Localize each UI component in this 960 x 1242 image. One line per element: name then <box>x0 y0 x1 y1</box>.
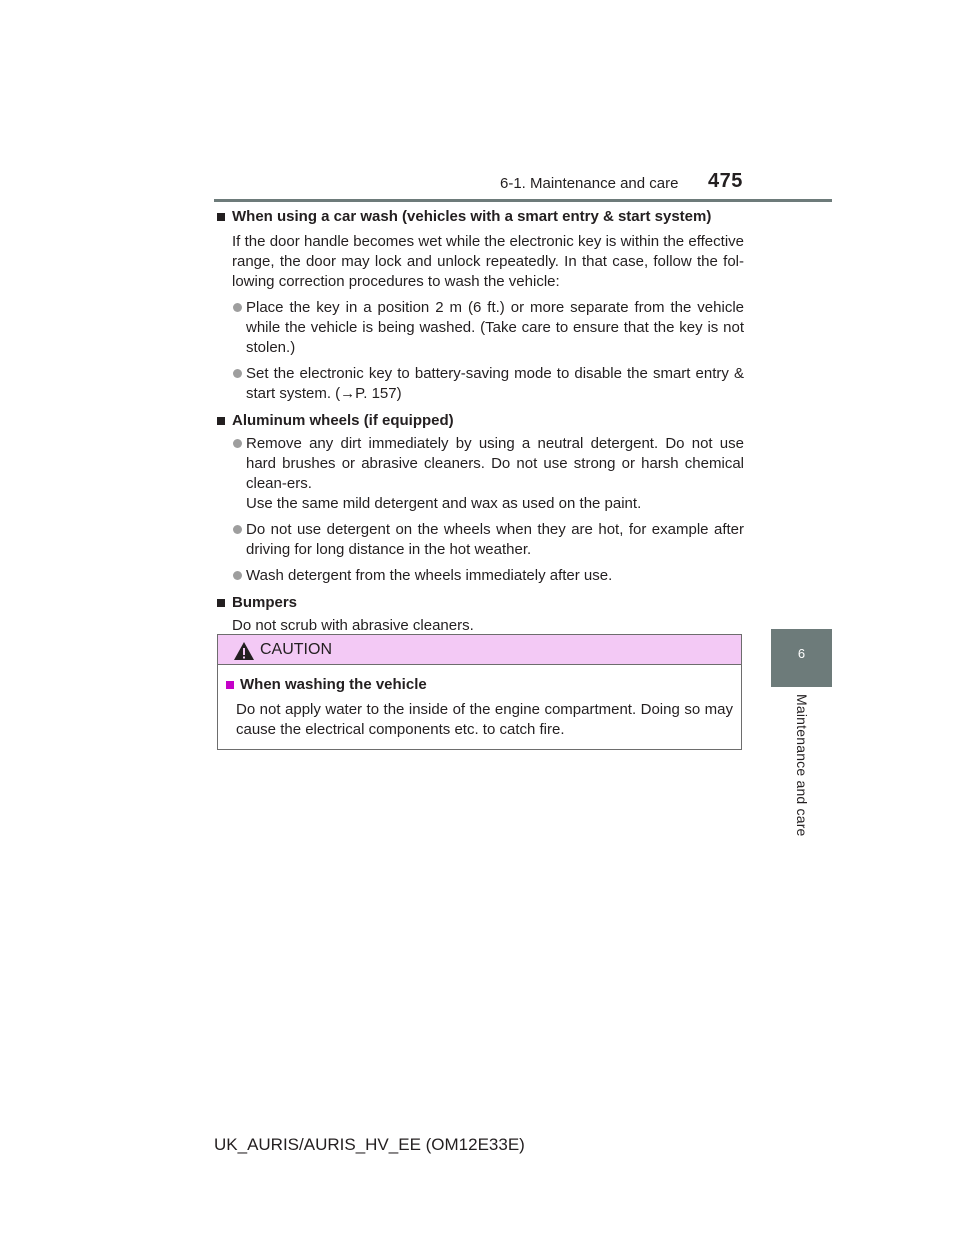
round-bullet-icon <box>233 303 242 312</box>
round-bullet-icon <box>233 439 242 448</box>
square-bullet-icon <box>217 417 225 425</box>
list-item: Set the electronic key to battery-saving mode to disable the smart entry & start system. (→P. 157) <box>214 364 744 404</box>
magenta-square-bullet-icon <box>226 681 234 689</box>
section-heading: Bumpers <box>214 593 744 613</box>
list-item: Wash detergent from the wheels immediately after use. <box>214 566 744 586</box>
list-item: Place the key in a position 2 m (6 ft.) or more separate from the vehicle while the vehicle is being washed. (Take care to ensure that the key is not stolen.) <box>214 298 744 358</box>
square-bullet-icon <box>217 213 225 221</box>
caution-header <box>218 635 741 665</box>
caution-box <box>217 634 742 750</box>
section-heading: When using a car wash (vehicles with a smart entry & start system) <box>214 207 744 227</box>
section-paragraph: If the door handle becomes wet while the electronic key is within the effective range, the door may lock and unlock repeatedly. In that case, follow the fol-lowing correction procedures to wash the vehicle: <box>232 233 744 290</box>
list-item: Remove any dirt immediately by using a neutral detergent. Do not use hard brushes or abrasive cleaners. Do not use strong or harsh chemical clean-ers. Use the same mild detergent and wax as used on the paint. <box>214 434 744 514</box>
caution-text: Do not apply water to the inside of the engine compartment. Doing so may cause the electrical components etc. to catch fire. <box>236 701 733 738</box>
round-bullet-icon <box>233 571 242 580</box>
page-number: 475 <box>708 170 743 192</box>
caution-heading: When washing the vehicle <box>226 675 733 695</box>
list-item: Do not use detergent on the wheels when they are hot, for example after driving for long distance in the hot weather. <box>214 520 744 560</box>
chapter-tab-label: Maintenance and care <box>794 694 810 837</box>
header-rule <box>214 199 832 202</box>
section-heading: Aluminum wheels (if equipped) <box>214 411 744 431</box>
round-bullet-icon <box>233 525 242 534</box>
round-bullet-icon <box>233 369 242 378</box>
section-paragraph: Do not scrub with abrasive cleaners. <box>232 617 474 634</box>
chapter-tab-number: 6 <box>797 646 806 661</box>
main-content <box>214 207 744 636</box>
caution-body <box>218 665 741 740</box>
square-bullet-icon <box>217 599 225 607</box>
caution-title: CAUTION <box>260 641 332 658</box>
document-footer: UK_AURIS/AURIS_HV_EE (OM12E33E) <box>214 1135 525 1154</box>
warning-triangle-icon <box>233 641 255 661</box>
running-header-section: 6-1. Maintenance and care <box>500 175 679 192</box>
